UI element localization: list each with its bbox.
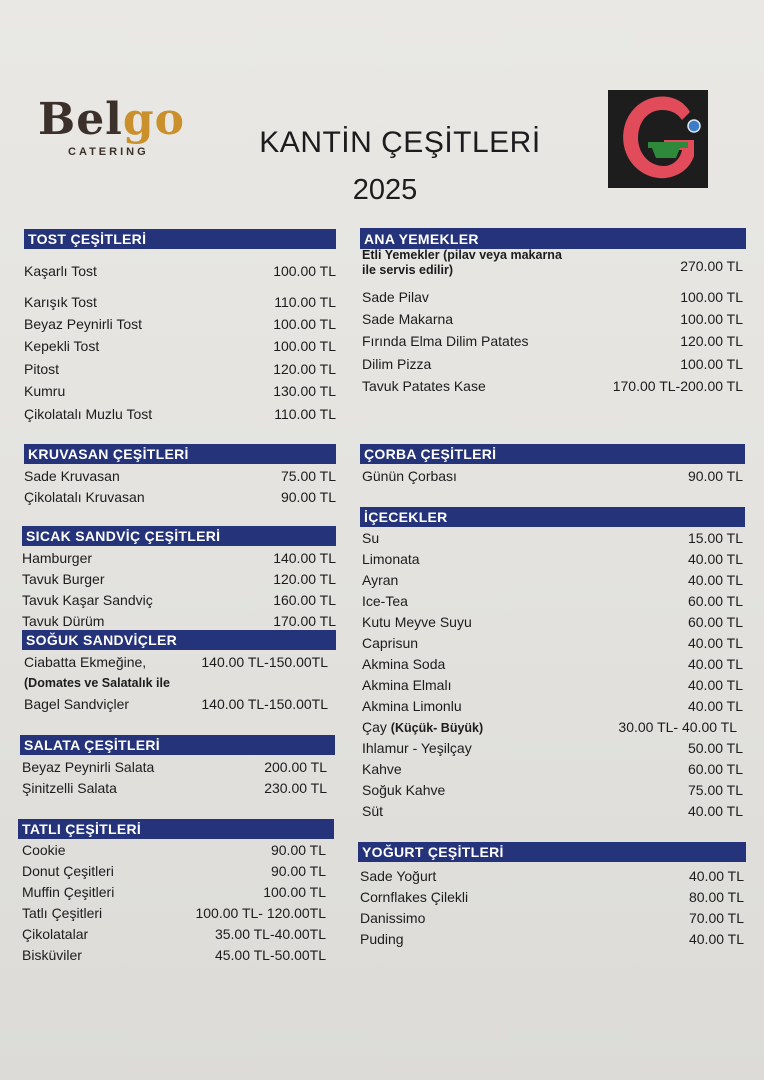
g-logo <box>608 90 708 188</box>
menu-item: Kaşarlı Tost 100.00 TL <box>24 263 336 279</box>
menu-item: Soğuk Kahve 75.00 TL <box>362 782 743 798</box>
menu-item: Tavuk Patates Kase 170.00 TL-200.00 TL <box>362 378 743 394</box>
menu-item: Akmina Elmalı 40.00 TL <box>362 677 743 693</box>
menu-item: Pitost 120.00 TL <box>24 361 336 377</box>
belgo-brand-text: Belgo <box>38 94 186 145</box>
section-title: YOĞURT ÇEŞİTLERİ <box>358 842 746 862</box>
menu-item: Ice-Tea 60.00 TL <box>362 593 743 609</box>
menu-item: Şinitzelli Salata 230.00 TL <box>22 780 327 796</box>
section-corba <box>360 444 745 487</box>
section-tost <box>24 229 336 426</box>
section-title: SICAK SANDVİÇ ÇEŞİTLERİ <box>22 526 336 546</box>
menu-item-note: (Domates ve Salatalık ile <box>24 676 170 690</box>
menu-item: Ihlamur - Yeşilçay 50.00 TL <box>362 740 743 756</box>
menu-item: Dilim Pizza 100.00 TL <box>362 356 743 372</box>
menu-item: Cookie 90.00 TL <box>22 842 326 858</box>
menu-item: Puding 40.00 TL <box>360 931 744 947</box>
menu-item: Sade Makarna 100.00 TL <box>362 311 743 327</box>
menu-item: Tavuk Burger 120.00 TL <box>22 571 336 587</box>
menu-item: Beyaz Peynirli Salata 200.00 TL <box>22 759 327 775</box>
menu-item: Sade Kruvasan 75.00 TL <box>24 468 336 484</box>
section-sicak-sandvic <box>22 526 336 632</box>
menu-item: Caprisun 40.00 TL <box>362 635 743 651</box>
menu-item: Cornflakes Çilekli 80.00 TL <box>360 889 744 905</box>
menu-item: Bagel Sandviçler 140.00 TL-150.00TL <box>24 696 328 712</box>
menu-item: Kepekli Tost 100.00 TL <box>24 338 336 354</box>
page-title: KANTİN ÇEŞİTLERİ <box>259 126 541 159</box>
section-title: ANA YEMEKLER <box>360 228 746 249</box>
section-title: TOST ÇEŞİTLERİ <box>24 229 336 249</box>
section-title: KRUVASAN ÇEŞİTLERİ <box>24 444 336 464</box>
menu-item: Donut Çeşitleri 90.00 TL <box>22 863 326 879</box>
section-title: İÇECEKLER <box>360 507 745 527</box>
menu-item: Hamburger 140.00 TL <box>22 550 336 566</box>
menu-item: Çikolatalar 35.00 TL-40.00TL <box>22 926 326 942</box>
menu-item: Limonata 40.00 TL <box>362 551 743 567</box>
section-title: SOĞUK SANDVİÇLER <box>22 630 336 650</box>
section-tatli <box>18 819 334 966</box>
belgo-catering-logo <box>38 96 188 166</box>
section-title: ÇORBA ÇEŞİTLERİ <box>360 444 745 464</box>
menu-item: Akmina Limonlu 40.00 TL <box>362 698 743 714</box>
menu-item: Karışık Tost 110.00 TL <box>24 294 336 310</box>
menu-item: Etli Yemekler (pilav veya makarna <box>362 248 562 262</box>
menu-item: Beyaz Peynirli Tost 100.00 TL <box>24 316 336 332</box>
section-title: SALATA ÇEŞİTLERİ <box>20 735 335 755</box>
menu-item: Ayran 40.00 TL <box>362 572 743 588</box>
menu-item: Tavuk Kaşar Sandviç 160.00 TL <box>22 592 336 608</box>
menu-item: Çikolatalı Muzlu Tost 110.00 TL <box>24 406 336 422</box>
menu-item: Çay (Küçük- Büyük) 30.00 TL- 40.00 TL <box>362 719 737 735</box>
menu-item: Çikolatalı Kruvasan 90.00 TL <box>24 489 336 505</box>
section-title: TATLI ÇEŞİTLERİ <box>18 819 334 839</box>
menu-item-cont: ile servis edilir) 270.00 TL <box>362 258 743 277</box>
menu-item: Danissimo 70.00 TL <box>360 910 744 926</box>
menu-item: Süt 40.00 TL <box>362 803 743 819</box>
page-year: 2025 <box>352 174 418 206</box>
menu-item: Günün Çorbası 90.00 TL <box>362 468 743 484</box>
menu-item: Akmina Soda 40.00 TL <box>362 656 743 672</box>
menu-item: Fırında Elma Dilim Patates 120.00 TL <box>362 333 743 349</box>
menu-item: Kahve 60.00 TL <box>362 761 743 777</box>
section-yogurt <box>358 842 746 950</box>
g-logo-icon <box>608 90 708 188</box>
section-icecekler <box>360 507 745 822</box>
menu-item: Muffin Çeşitleri 100.00 TL <box>22 884 326 900</box>
menu-item: Kumru 130.00 TL <box>24 383 336 399</box>
menu-item: Kutu Meyve Suyu 60.00 TL <box>362 614 743 630</box>
menu-item: Sade Pilav 100.00 TL <box>362 289 743 305</box>
section-salata <box>20 735 335 799</box>
section-ana-yemekler <box>360 228 746 398</box>
menu-item: Bisküviler 45.00 TL-50.00TL <box>22 947 326 963</box>
menu-item: Tatlı Çeşitleri 100.00 TL- 120.00TL <box>22 905 326 921</box>
menu-item: Ciabatta Ekmeğine, 140.00 TL-150.00TL <box>24 654 328 670</box>
menu-item: Su 15.00 TL <box>362 530 743 546</box>
menu-item: Sade Yoğurt 40.00 TL <box>360 868 744 884</box>
menu-item: Tavuk Dürüm 170.00 TL <box>22 613 336 629</box>
section-soguk-sandvic <box>22 630 336 715</box>
section-kruvasan <box>24 444 336 508</box>
belgo-caption: CATERING <box>68 146 149 158</box>
